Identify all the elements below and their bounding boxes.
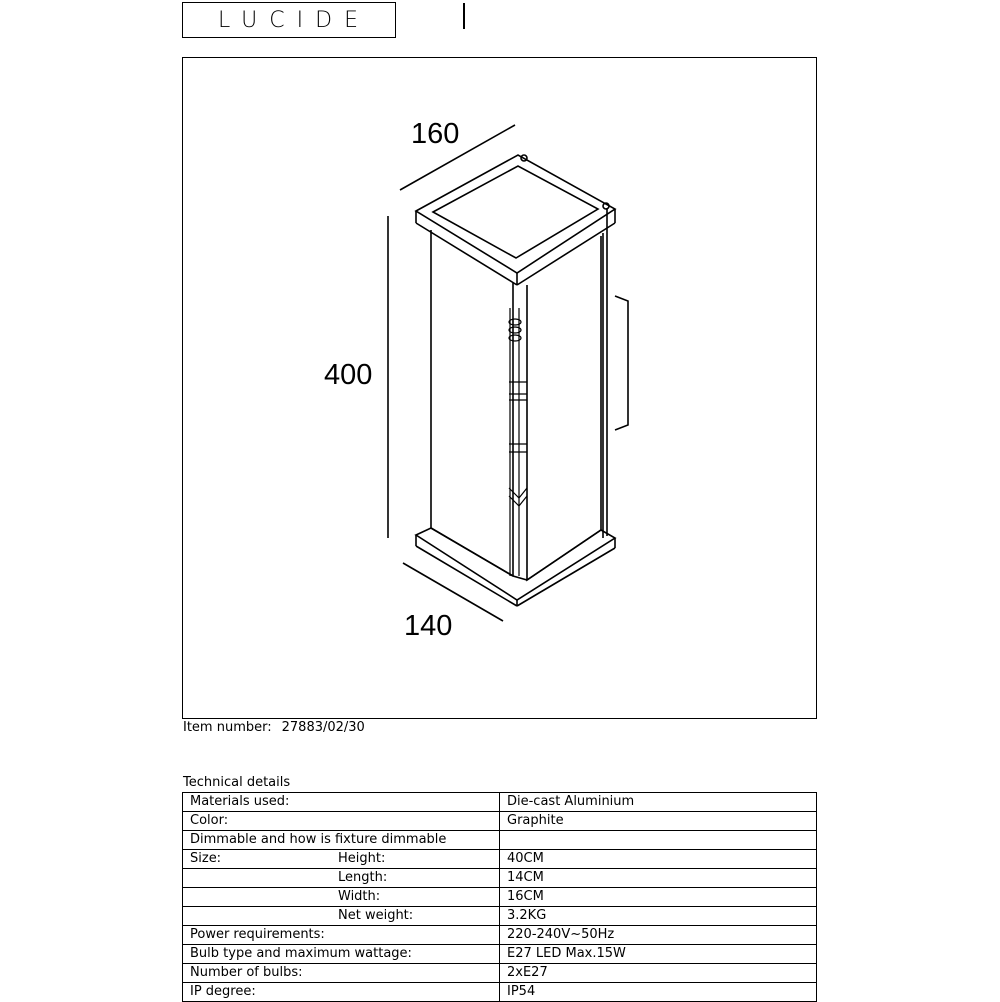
spec-value: 2xE27 [500, 964, 817, 983]
table-row [183, 945, 817, 964]
length-dimension-label: 140 [404, 610, 453, 642]
spec-value: E27 LED Max.15W [500, 945, 817, 964]
table-row [183, 793, 817, 812]
spec-label: Size: Height: [183, 850, 500, 869]
spec-value: 16CM [500, 888, 817, 907]
table-row [183, 869, 817, 888]
table-row [183, 812, 817, 831]
logo-divider [463, 3, 465, 29]
spec-value: Graphite [500, 812, 817, 831]
table-row [183, 888, 817, 907]
item-number-label: Item number: [183, 720, 272, 735]
brand-logo [182, 2, 396, 38]
lamp-outline [416, 155, 628, 606]
width-dimension-label: 160 [411, 118, 460, 150]
spec-value: 220-240V~50Hz [500, 926, 817, 945]
spec-label: IP degree: [183, 983, 500, 1002]
spec-label: Dimmable and how is fixture dimmable [183, 831, 500, 850]
technical-details-table [182, 792, 817, 1002]
spec-value: 14CM [500, 869, 817, 888]
table-row [183, 926, 817, 945]
table-row [183, 964, 817, 983]
spec-label: Color: [183, 812, 500, 831]
item-number-value: 27883/02/30 [281, 720, 365, 735]
item-number [183, 720, 365, 735]
spec-label: Bulb type and maximum wattage: [183, 945, 500, 964]
spec-value: Die-cast Aluminium [500, 793, 817, 812]
technical-details-title: Technical details [183, 775, 291, 790]
table-row [183, 907, 817, 926]
brand-logo-text: LUCIDE [218, 8, 370, 33]
technical-drawing [182, 57, 817, 719]
spec-label: Net weight: [183, 907, 500, 926]
spec-label: Width: [183, 888, 500, 907]
table-row [183, 983, 817, 1002]
spec-label: Length: [183, 869, 500, 888]
spec-label: Number of bulbs: [183, 964, 500, 983]
spec-label: Power requirements: [183, 926, 500, 945]
spec-label: Materials used: [183, 793, 500, 812]
spec-value: 40CM [500, 850, 817, 869]
spec-value: 3.2KG [500, 907, 817, 926]
lamp-drawing-svg [183, 58, 818, 720]
table-row [183, 850, 817, 869]
table-row [183, 831, 817, 850]
spec-value [500, 831, 817, 850]
spec-value: IP54 [500, 983, 817, 1002]
height-dimension-label: 400 [324, 359, 373, 391]
